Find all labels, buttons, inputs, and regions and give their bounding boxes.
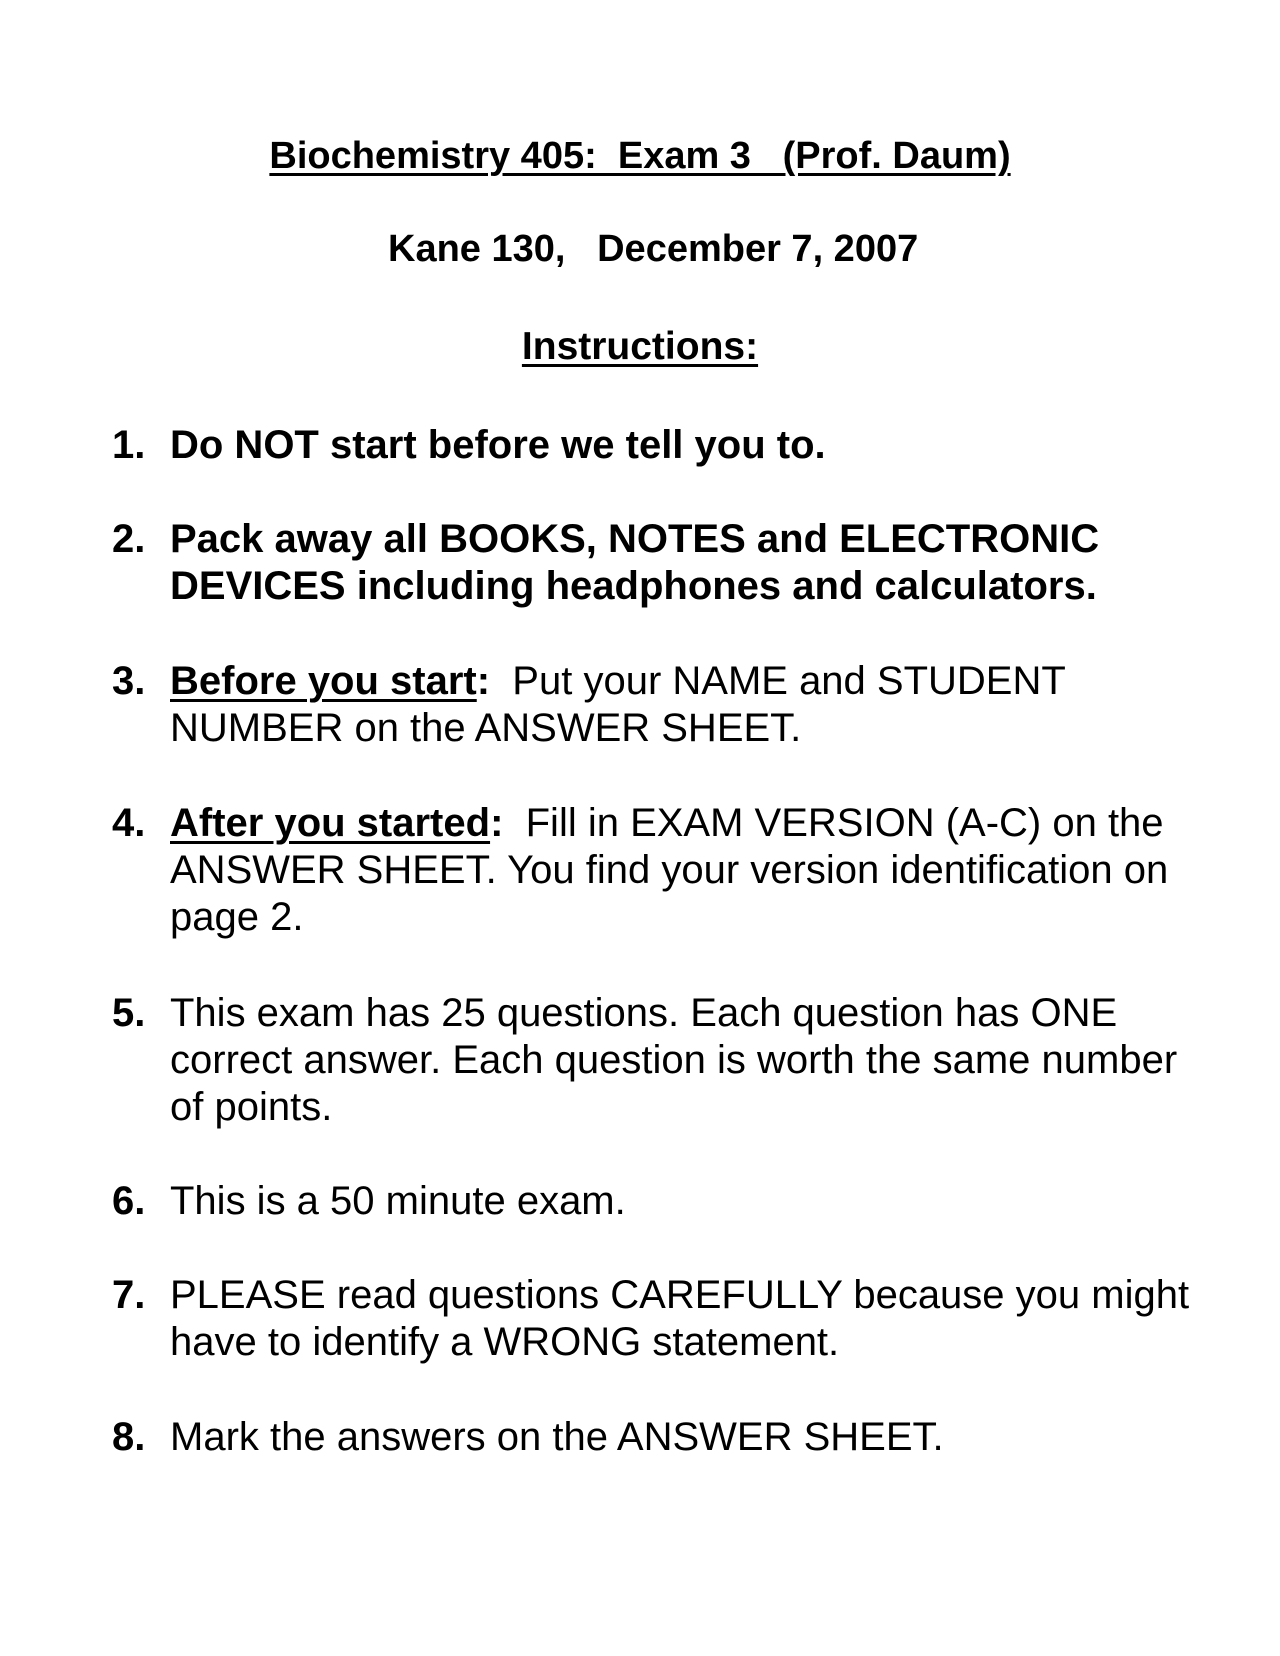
instruction-text: Mark the answers on the ANSWER SHEET. xyxy=(170,1415,944,1459)
instruction-number: 5. xyxy=(112,991,146,1035)
instruction-number: 4. xyxy=(112,801,146,845)
instruction-body xyxy=(170,800,1200,941)
instruction-number: 1. xyxy=(112,423,146,467)
instruction-text: Pack away all BOOKS, NOTES and ELECTRONIC DEVICES including headphones and calculators. xyxy=(170,517,1100,608)
exam-title xyxy=(0,133,1280,179)
instruction-text: This is a 50 minute exam. xyxy=(170,1179,626,1223)
instruction-text: Fill in EXAM VERSION (A-C) on the ANSWER SHEET. You find your version identification on page 2. xyxy=(170,801,1180,939)
instructions-heading-text: Instructions: xyxy=(521,325,759,368)
instruction-number: 7. xyxy=(112,1273,146,1317)
instruction-number: 3. xyxy=(112,659,146,703)
instructions-heading xyxy=(0,324,1280,370)
instruction-text: This exam has 25 questions. Each question has ONE correct answer. Each question is worth the same number of points. xyxy=(170,991,1178,1129)
instruction-text: PLEASE read questions CAREFULLY because you might have to identify a WRONG statement. xyxy=(170,1273,1190,1364)
exam-location-date-text: Kane 130, December 7, 2007 xyxy=(388,228,919,270)
instruction-lead-colon: : xyxy=(476,659,491,703)
instruction-text: Put your NAME and STUDENT NUMBER on the ANSWER SHEET. xyxy=(170,659,1077,750)
instruction-lead: After you started xyxy=(170,801,491,845)
instruction-number: 6. xyxy=(112,1179,146,1223)
exam-title-text: Biochemistry 405: Exam 3 (Prof. Daum) xyxy=(269,135,1011,177)
instruction-number: 2. xyxy=(112,517,146,561)
exam-location-date xyxy=(0,180,1280,318)
instruction-lead-colon: : xyxy=(490,801,504,845)
instruction-text: Do NOT start before we tell you to. xyxy=(170,423,826,467)
instruction-body xyxy=(170,658,1200,752)
instruction-lead: Before you start xyxy=(170,659,477,703)
instruction-number: 8. xyxy=(112,1415,146,1459)
